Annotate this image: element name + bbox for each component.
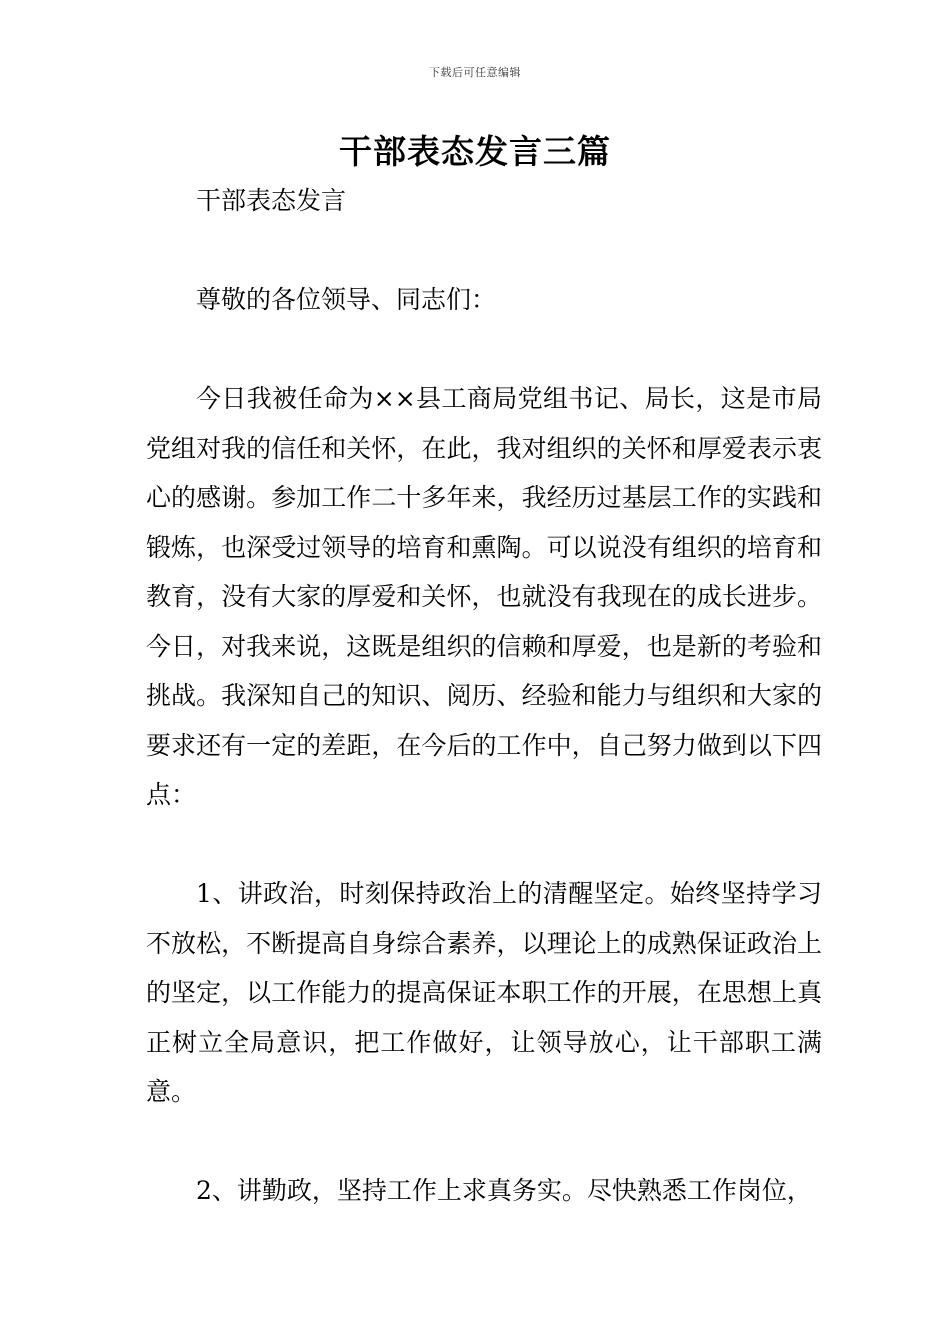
document-body xyxy=(146,176,822,1216)
paragraph-intro: 今日我被任命为××县工商局党组书记、局长，这是市局党组对我的信任和关怀，在此，我对组织的关怀和厚爱表示衷心的感谢。参加工作二十多年来，我经历过基层工作的实践和锻炼，也深受过领导的培育和熏陶。可以说没有组织的培育和教育，没有大家的厚爱和关怀，也就没有我现在的成长进步。今日，对我来说，这既是组织的信赖和厚爱，也是新的考验和挑战。我深知自己的知识、阅历、经验和能力与组织和大家的要求还有一定的差距，在今后的工作中，自己努力做到以下四点： xyxy=(146,384,822,809)
page-title: 干部表态发言三篇 xyxy=(339,132,611,171)
paragraph-point-1: 1、讲政治，时刻保持政治上的清醒坚定。始终坚持学习不放松，不断提高自身综合素养，以理论上的成熟保证政治上的坚定，以工作能力的提高保证本职工作的开展，在思想上真正树立全局意识，把工作做好，让领导放心，让干部职工满意。 xyxy=(146,879,822,1106)
greeting: 尊敬的各位领导、同志们： xyxy=(196,285,497,314)
header-note: 下载后可任意编辑 xyxy=(429,66,521,79)
section-subtitle: 干部表态发言 xyxy=(196,186,347,215)
paragraph-point-2: 2、讲勤政，坚持工作上求真务实。尽快熟悉工作岗位， xyxy=(196,1176,812,1205)
